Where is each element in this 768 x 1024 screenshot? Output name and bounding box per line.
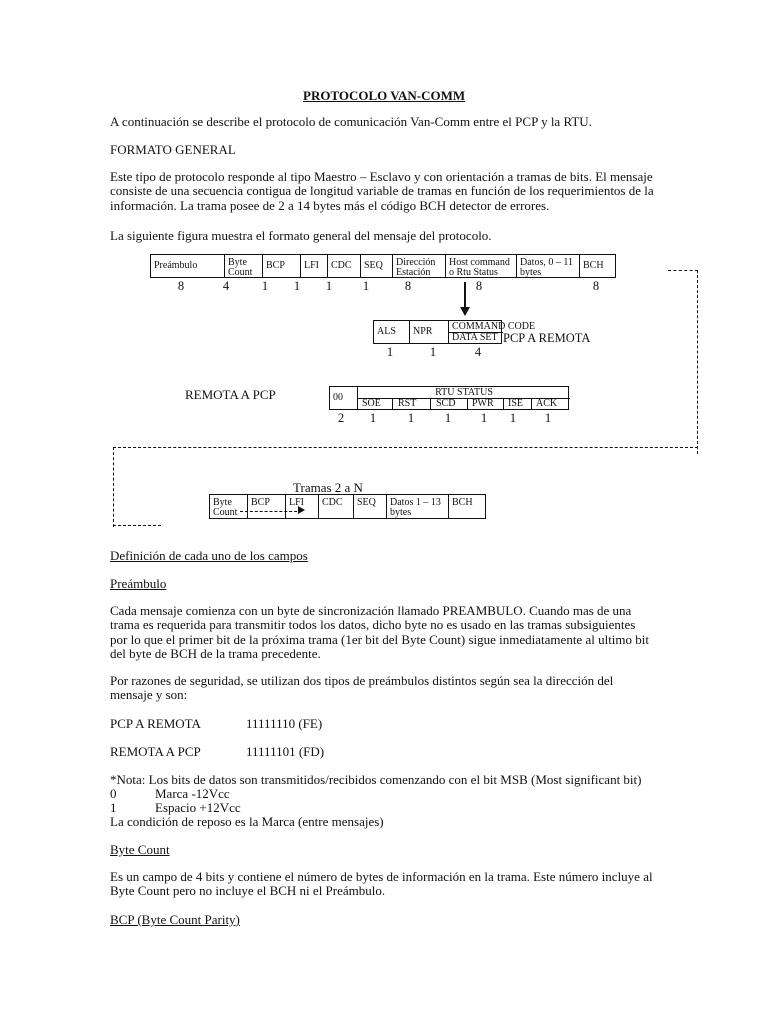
- page-title: PROTOCOLO VAN-COMM: [303, 88, 466, 103]
- dashed-connector-right: [697, 270, 698, 454]
- field-ack: ACK: [536, 398, 558, 409]
- seguridad-paragraph: Por razones de seguridad, se utilizan dos tipos de preámbulos distintos según sea la dirección del mensaje y son:: [110, 673, 614, 703]
- nota-text: *Nota: Los bits de datos son transmitidos/recibidos comenzando con el bit MSB (Most significant bit): [110, 772, 642, 787]
- field-npr: NPR: [410, 321, 449, 343]
- code-remota-label: REMOTA A PCP: [110, 744, 201, 759]
- bits-seq: 1: [362, 279, 370, 293]
- preambulo-heading: Preámbulo: [110, 576, 167, 591]
- field-als: ALS: [374, 321, 410, 343]
- field-scd: SCD: [431, 398, 468, 410]
- bits-cdc: 1: [325, 279, 333, 293]
- bits-00: 2: [337, 411, 345, 425]
- arrow-right-icon: [298, 506, 305, 514]
- code-remota-value: 11111101 (FD): [246, 744, 325, 759]
- reposo-text: La condición de reposo es la Marca (entre mensajes): [110, 814, 384, 829]
- field-ise: ISE: [504, 398, 532, 410]
- bytecount-paragraph: Es un campo de 4 bits y contiene el número de bytes de información en la trama. Este número incluye al Byte Count pero no incluye el BCH ni el Preámbulo.: [110, 869, 653, 899]
- field-datos: Datos, 0 – 11 bytes: [517, 255, 580, 277]
- remota-a-pcp-label: REMOTA A PCP: [185, 387, 276, 402]
- field-host-command: Host command o Rtu Status: [446, 255, 517, 277]
- tramas-dashed-arrow: [240, 511, 302, 512]
- tramas-field-seq: SEQ: [354, 495, 387, 518]
- bits-als: 1: [386, 345, 394, 359]
- bits-npr: 1: [429, 345, 437, 359]
- tramas-field-byte-count: Byte Count: [210, 495, 248, 518]
- tramas-field-cdc: CDC: [319, 495, 354, 518]
- field-bcp: BCP: [263, 255, 301, 277]
- preambulo-paragraph: Cada mensaje comienza con un byte de sincronización llamado PREAMBULO. Cuando mas de una trama es requerida para transmitir todos los datos, dicho byte no es usado en las tramas subsiguientes por lo que el primer bit de la próxima trama (1er bit del Byte Count) sigue inmediatamente al ultimo bit del byte de BCH de la trama precedente.: [110, 603, 649, 662]
- bit-0-desc: Marca -12Vcc: [155, 786, 230, 801]
- field-rst: RST: [393, 398, 431, 410]
- bits-direccion: 8: [404, 279, 412, 293]
- tramas-label: Tramas 2 a N: [293, 480, 363, 495]
- tramas-field-lfi: LFI: [286, 495, 319, 518]
- dashed-connector-left: [113, 447, 114, 527]
- arrow-down-icon: [460, 307, 470, 316]
- bits-ise: 1: [509, 411, 517, 425]
- definitions-heading: Definición de cada uno de los campos: [110, 548, 308, 563]
- bits-scd: 1: [444, 411, 452, 425]
- dashed-connector-top: [668, 270, 698, 271]
- bcp-heading: BCP (Byte Count Parity): [110, 912, 240, 927]
- field-data-set: DATA SET: [452, 332, 498, 343]
- field-cdc: CDC: [328, 255, 361, 277]
- bit-1-desc: Espacio +12Vcc: [155, 800, 241, 815]
- figure-intro: La siguiente figura muestra el formato general del mensaje del protocolo.: [110, 228, 492, 243]
- pcp-frame-table: [373, 320, 536, 344]
- field-byte-count: Byte Count: [225, 255, 263, 277]
- field-soe: SOE: [357, 398, 393, 410]
- tramas-field-bch: BCH: [452, 497, 473, 508]
- tramas-field-datos: Datos 1 – 13 bytes: [387, 495, 449, 518]
- bits-byte-count: 4: [222, 279, 230, 293]
- field-command-code: COMMAND CODE: [452, 321, 536, 332]
- tramas-field-bcp: BCP: [248, 495, 286, 518]
- tramas-frame-table: [209, 494, 486, 519]
- bits-preambulo: 8: [177, 279, 185, 293]
- field-lfi: LFI: [301, 255, 328, 277]
- bits-host-command: 8: [475, 279, 483, 293]
- bits-command-code: 4: [474, 345, 482, 359]
- bit-0: 0: [110, 786, 117, 801]
- bit-1: 1: [110, 800, 117, 815]
- field-pwr: PWR: [468, 398, 504, 410]
- bits-bcp: 1: [261, 279, 269, 293]
- field-seq: SEQ: [361, 255, 393, 277]
- remota-frame-table: [329, 386, 569, 410]
- field-direccion-estacion: Dirección Estación: [393, 255, 446, 277]
- bits-ack: 1: [544, 411, 552, 425]
- field-bch: BCH: [583, 260, 604, 271]
- section-general-heading: FORMATO GENERAL: [110, 142, 236, 157]
- rtu-status-header: RTU STATUS: [435, 387, 493, 398]
- bits-pwr: 1: [480, 411, 488, 425]
- field-preambulo: Preámbulo: [151, 255, 225, 277]
- bits-lfi: 1: [293, 279, 301, 293]
- main-frame-table: [150, 254, 616, 278]
- code-pcp-value: 11111110 (FE): [246, 716, 323, 731]
- pcp-a-remota-label: PCP A REMOTA: [503, 331, 591, 345]
- arrow-line: [464, 282, 466, 308]
- dashed-connector-bottom: [113, 525, 161, 526]
- bits-soe: 1: [369, 411, 377, 425]
- code-pcp-label: PCP A REMOTA: [110, 716, 201, 731]
- field-00: 00: [330, 387, 358, 409]
- bits-bch: 8: [592, 279, 600, 293]
- dashed-connector-middle: [113, 447, 698, 448]
- intro-text: A continuación se describe el protocolo de comunicación Van-Comm entre el PCP y la RTU.: [110, 114, 592, 129]
- bits-rst: 1: [407, 411, 415, 425]
- general-paragraph: Este tipo de protocolo responde al tipo Maestro – Esclavo y con orientación a tramas de bits. El mensaje consiste de una secuencia contigua de longitud variable de tramas en función de los requerimientos de la información. La trama posee de 2 a 14 bytes más el código BCH detector de errores.: [110, 169, 654, 213]
- bytecount-heading: Byte Count: [110, 842, 170, 857]
